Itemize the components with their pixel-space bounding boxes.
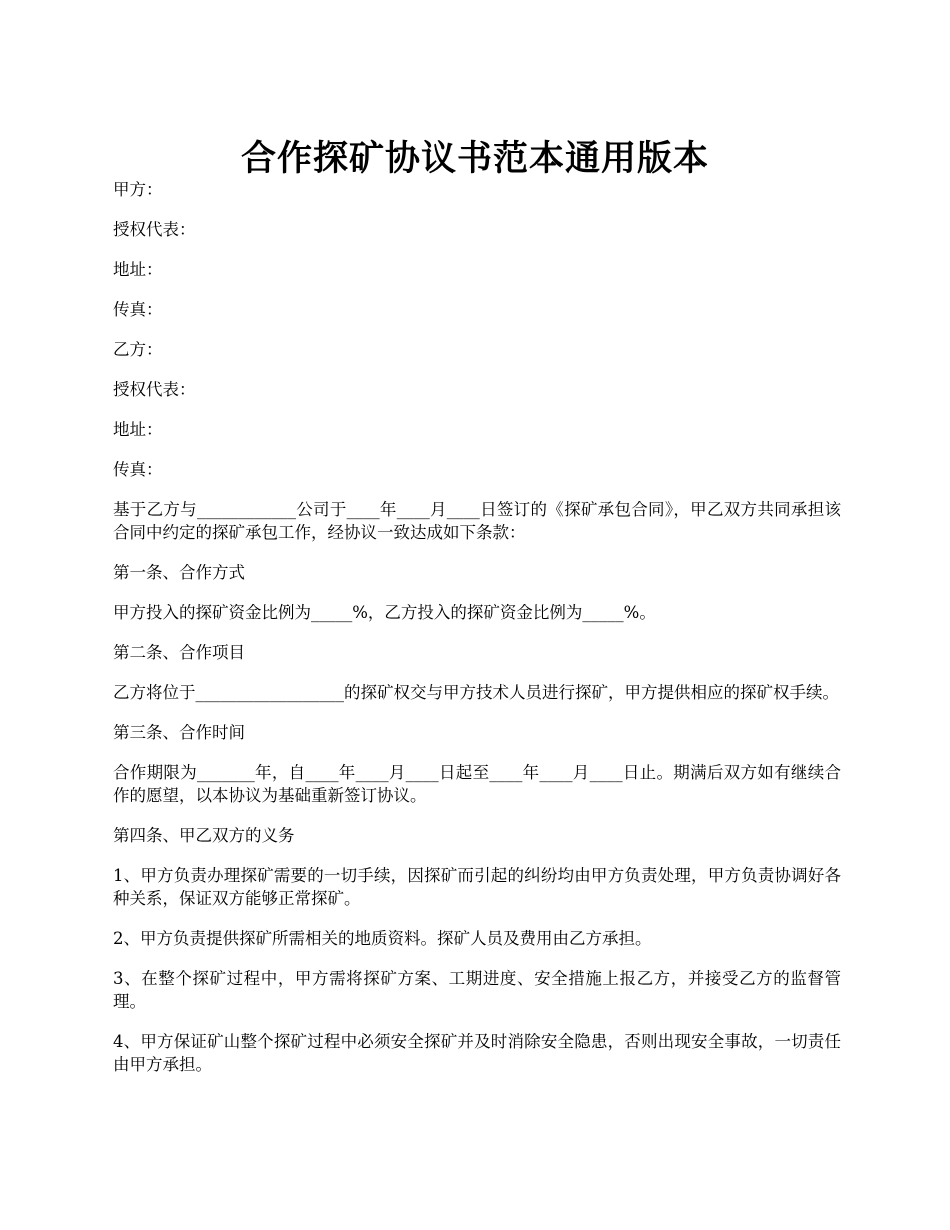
article-3-text: 合作期限为_______年，自____年____月____日起至____年____月____日止。期满后双方如有继续合作的愿望，以本协议为基础重新签订协议。 (113, 763, 841, 805)
article-3-heading: 第三条、合作时间 (113, 723, 245, 742)
article-4-item-1: 1、甲方负责办理探矿需要的一切手续，因探矿而引起的纠纷均由甲方负责处理，甲方负责协调好各种关系，保证双方能够正常探矿。 (113, 866, 841, 908)
article-4-heading: 第四条、甲乙双方的义务 (113, 826, 295, 845)
party-b-label: 乙方： (113, 340, 163, 359)
document-body (113, 178, 841, 1093)
party-b-fax-label: 传真： (113, 460, 163, 479)
party-b-representative-label: 授权代表： (113, 380, 196, 399)
preamble-paragraph: 基于乙方与____________公司于____年____月____日签订的《探矿承包合同》，甲乙双方共同承担该合同中约定的探矿承包工作，经协议一致达成如下条款： (113, 500, 841, 542)
article-2-heading: 第二条、合作项目 (113, 643, 245, 662)
article-4-item-4: 4、甲方保证矿山整个探矿过程中必须安全探矿并及时消除安全隐患，否则出现安全事故，一切责任由甲方承担。 (113, 1032, 841, 1074)
article-2-text: 乙方将位于__________________的探矿权交与甲方技术人员进行探矿，甲方提供相应的探矿权手续。 (113, 683, 839, 702)
party-b-address-label: 地址： (113, 420, 163, 439)
article-4-item-3: 3、在整个探矿过程中，甲方需将探矿方案、工期进度、安全措施上报乙方，并接受乙方的监督管理。 (113, 969, 841, 1011)
party-a-fax-label: 传真： (113, 300, 163, 319)
party-a-address-label: 地址： (113, 260, 163, 279)
document-title: 合作探矿协议书范本通用版本 (240, 138, 709, 180)
party-a-representative-label: 授权代表： (113, 220, 196, 239)
party-a-label: 甲方： (113, 180, 163, 199)
article-1-text: 甲方投入的探矿资金比例为_____%，乙方投入的探矿资金比例为_____%。 (113, 603, 656, 622)
article-1-heading: 第一条、合作方式 (113, 563, 245, 582)
article-4-item-2: 2、甲方负责提供探矿所需相关的地质资料。探矿人员及费用由乙方承担。 (113, 929, 652, 948)
